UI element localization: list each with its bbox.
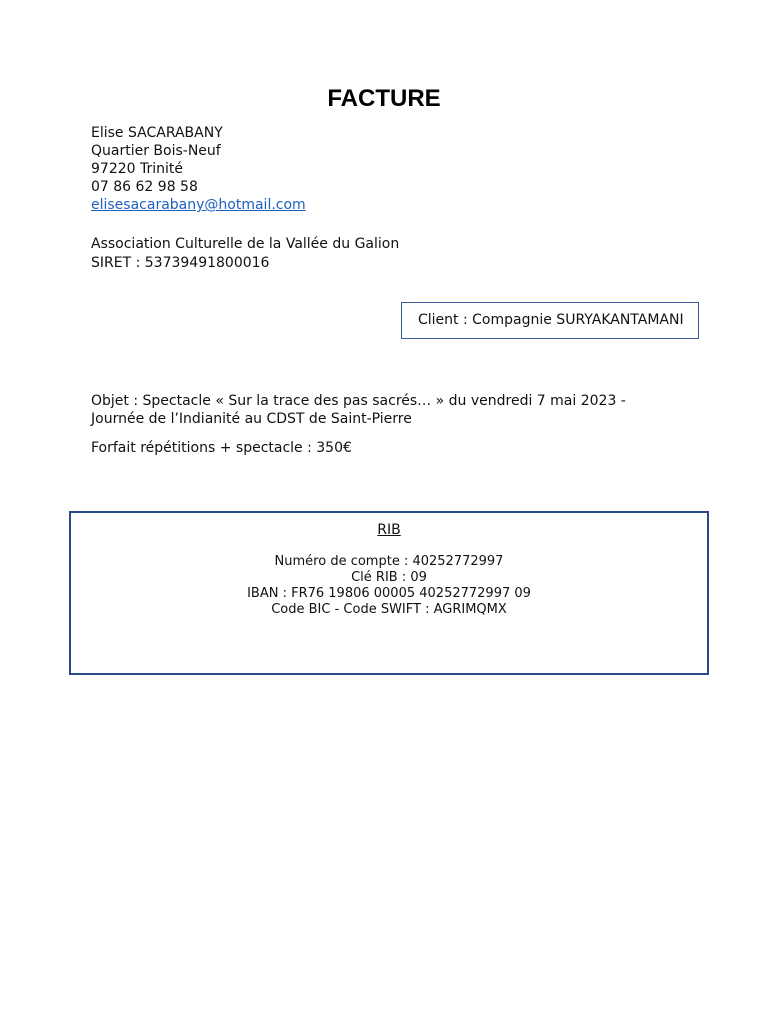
rib-bic: Code BIC - Code SWIFT : AGRIMQMX — [271, 602, 507, 617]
rib-box — [69, 511, 709, 675]
invoice-title: FACTURE — [327, 85, 441, 112]
sender-name: Elise SACARABANY — [91, 125, 223, 141]
sender-phone: 07 86 62 98 58 — [91, 179, 198, 195]
client-label: Client : Compagnie SURYAKANTAMANI — [418, 312, 684, 328]
rib-title: RIB — [377, 522, 401, 538]
rib-account-number: Numéro de compte : 40252772997 — [274, 554, 504, 569]
objet-block — [91, 392, 651, 428]
objet-line2: Journée de l’Indianité au CDST de Saint-Pierre — [91, 411, 412, 427]
sender-address-line2: 97220 Trinité — [91, 161, 183, 177]
sender-block — [91, 124, 306, 214]
rib-key: Clé RIB : 09 — [351, 570, 427, 585]
association-block — [91, 235, 399, 273]
forfait-line: Forfait répétitions + spectacle : 350€ — [91, 440, 352, 456]
rib-iban: IBAN : FR76 19806 00005 40252772997 09 — [247, 586, 531, 601]
client-box — [401, 302, 699, 339]
association-name: Association Culturelle de la Vallée du Galion — [91, 236, 400, 252]
sender-address-line1: Quartier Bois-Neuf — [91, 143, 221, 159]
rib-details — [71, 554, 707, 618]
sender-email-link[interactable]: elisesacarabany@hotmail.com — [91, 197, 306, 213]
objet-line1: Objet : Spectacle « Sur la trace des pas sacrés… » du vendredi 7 mai 2023 - — [91, 393, 626, 409]
association-siret: SIRET : 53739491800016 — [91, 255, 270, 271]
